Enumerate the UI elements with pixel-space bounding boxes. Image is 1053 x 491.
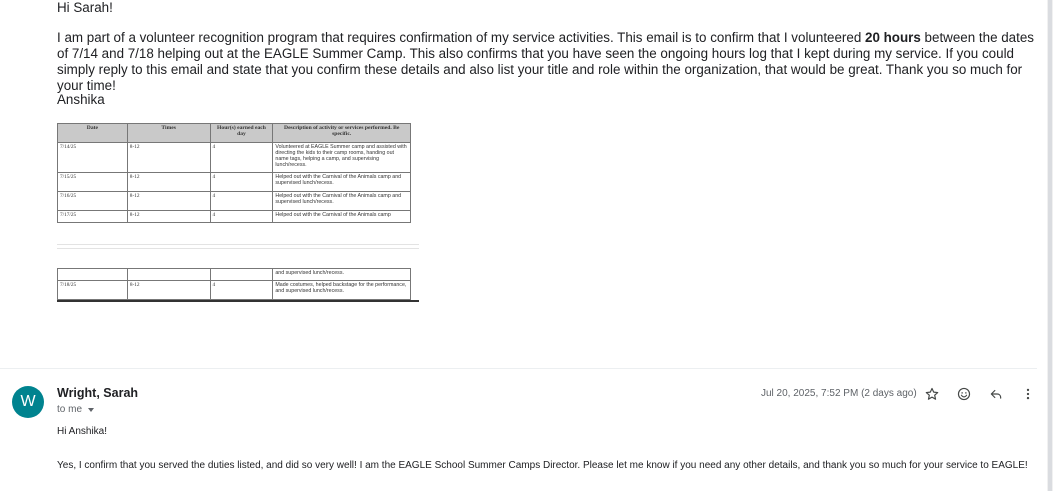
hours-log-image[interactable] [57,123,419,303]
cell-hours: 4 [210,281,273,300]
table-row [58,269,411,281]
reply-greeting: Hi Anshika! [57,426,108,437]
add-reaction-button[interactable] [954,384,974,404]
recipient-details-toggle[interactable] [57,404,94,415]
hours-log-table-continued [57,268,411,300]
body-text-1: I am part of a volunteer recognition program that requires confirmation of my service activities. This email is to confirm that I volunteered [57,30,866,45]
cell-date: 7/16/25 [58,192,128,211]
body-text-2: between the dates of 7/14 and 7/18 helping out at the EAGLE Summer Camp. This also confirms that you have seen the ongoing hours log that I kept during my service. If you could simply reply to this email and state that you confirm these details and also list your title and role within the organization, that would be great. Thank you so much for your time! [57,30,1034,93]
table-row [58,173,411,192]
cell-times [127,269,210,281]
cell-hours: 4 [210,211,273,223]
header-times: Times [127,124,210,143]
sender-name[interactable]: Wright, Sarah [57,386,139,400]
message-timestamp: Jul 20, 2025, 7:52 PM (2 days ago) [761,388,917,399]
message-body [57,30,1037,94]
cell-description: Made costumes, helped backstage for the performance, and supervised lunch/recess. [273,281,411,300]
cell-description: Helped out with the Carnival of the Animals camp and supervised lunch/recess. [273,173,411,192]
message-divider [0,368,1037,369]
table-row [58,281,411,300]
table-row [58,192,411,211]
cell-date: 7/18/25 [58,281,128,300]
table-row [58,143,411,173]
table-bottom-rule [57,300,419,302]
cell-hours: 4 [210,192,273,211]
cell-description: Volunteered at EAGLE Summer camp and assisted with directing the kids to their camp rooms, handing out name tags, helping a camp, and supervising lunch/recess. [273,143,411,173]
header-date: Date [58,124,128,143]
hours-log-table [57,123,411,223]
scrollbar-thumb[interactable] [1048,0,1052,491]
cell-date [58,269,128,281]
cell-date: 7/17/25 [58,211,128,223]
recipient-label: to me [57,404,83,415]
cell-times: 8-12 [127,192,210,211]
cell-hours: 4 [210,173,273,192]
page-break-line [57,248,419,249]
table-row [58,211,411,223]
cell-times: 8-12 [127,173,210,192]
avatar[interactable]: W [12,386,44,418]
message-greeting: Hi Sarah! [57,0,113,15]
reply-body: Yes, I confirm that you served the duties listed, and did so very well! I am the EAGLE School Summer Camps Director. Please let me know if you need any other details, and thank you so much for your service to EAGLE! [57,460,1028,471]
cell-date: 7/15/25 [58,173,128,192]
message-signoff: Anshika [57,92,105,107]
star-icon [925,387,939,401]
chevron-down-icon [88,408,94,412]
body-bold-hours: 20 hours [865,30,921,45]
cell-times: 8-12 [127,143,210,173]
cell-description: Helped out with the Carnival of the Animals camp and supervised lunch/recess. [273,192,411,211]
cell-hours: 4 [210,143,273,173]
table-header-row [58,124,411,143]
header-hours: Hour(s) earned each day [210,124,273,143]
star-button[interactable] [922,384,942,404]
cell-times: 8-12 [127,281,210,300]
more-options-button[interactable] [1018,384,1038,404]
page-break-line [57,244,419,245]
more-vert-icon [1021,387,1035,401]
reply-icon [989,387,1003,401]
cell-description: Helped out with the Carnival of the Animals camp [273,211,411,223]
reply-button[interactable] [986,384,1006,404]
header-description: Description of activity or services performed. Be specific. [273,124,411,143]
cell-date: 7/14/25 [58,143,128,173]
cell-hours [210,269,273,281]
cell-times: 8-12 [127,211,210,223]
cell-description: and supervised lunch/recess. [273,269,411,281]
emoji-icon [957,387,971,401]
